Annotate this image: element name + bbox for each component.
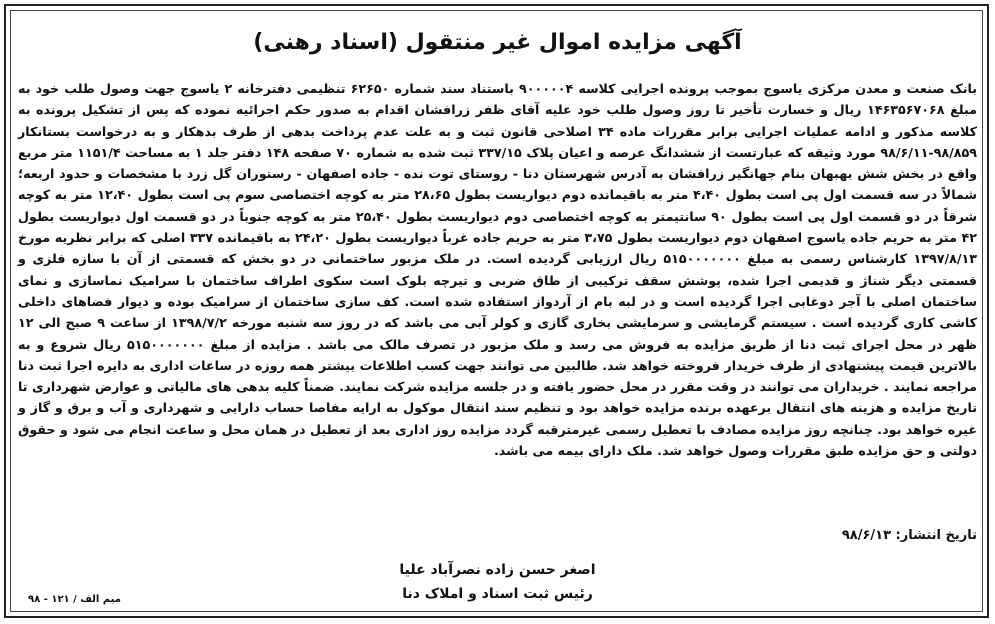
publication-date: تاریخ انتشار: ۹۸/۶/۱۳ (841, 528, 977, 543)
signatory-name: اصغر حسن زاده نصرآباد علیا (399, 562, 596, 578)
reference-code: میم الف / ۱۲۱ - ۹۸ (28, 594, 121, 605)
signatory-title: رئیس ثبت اسناد و املاک دنا (402, 586, 593, 602)
notice-title: آگهی مزایده اموال غیر منتقول (اسناد رهنی) (253, 30, 742, 55)
notice-body: بانک صنعت و معدن مرکزی یاسوج بموجب پرونده اجرایی کلاسه ۹۰۰۰۰۰۴ باستناد سند شماره ۶۲۶۵۰ تنظیمی دفترخانه ۲ یاسوج جهت وصول طلب خود به مبلغ ۱۴۶۳۵۶۷۰۶۸ ریال و خسارت تأخیر تا روز وصول طلب خود علیه آقای ظفر زرافشان اقدام به صدور حکم اجرائیه نموده که پس از تشکیل پرونده به کلاسه مذکور و ادامه عملیات اجرایی برابر مقررات ماده ۳۴ اصلاحی قانون ثبت و به علت عدم پرداخت بدهی از طرف بدهکار و به درخواست بستانکار ۹۸/۸۵۹-۹۸/۶/۱۱ مورد وثیقه که عبارتست از ششدانگ عرصه و اعیان پلاک ۳۳۷/۱۵ ثبت شده به شماره ۷۰ صفحه ۱۴۸ دفتر جلد ۱ به مساحت ۱۱۵۱/۴ متر مربع واقع در بخش شش بهبهان بنام جهانگیر زرافشان به آدرس شهرستان دنا - روستای توت نده - جاده اصفهان - رستوران گل زرد با مشخصات و حدود اربعه؛ شمالاً در سه قسمت اول پی است بطول ۴،۴۰ متر به باقیمانده دوم دیواریست بطول ۲۸،۶۵ متر به کوچه اختصاصی سوم پی است بطول ۱۲،۴۰ متر به کوچه شرقاً در دو قسمت اول پی است بطول ۹۰ سانتیمتر به کوچه اختصاصی دوم دیواریست بطول ۲۵،۴۰ متر به کوچه جنوباً در دو قسمت اول دیواریست بطول ۴۲ متر به حریم جاده یاسوج اصفهان دوم دیواریست بطول ۳،۷۵ متر به حریم جاده غرباً دیواریست بطول ۲۴،۲۰ به باقیمانده ۳۳۷ اصلی که برابر نظریه مورخ ۱۳۹۷/۸/۱۳ کارشناس رسمی به مبلغ ۵۱۵۰۰۰۰۰۰۰ ریال ارزیابی گردیده است. در ملک مزبور ساختمانی در دو بخش که قسمتی از آن با سازه فلزی و قسمتی دیگر شناژ و قدیمی اجرا شده، پوشش سقف ترکیبی از طاق ضربی و تیرچه بلوک است سکوی اطراف ساختمان با سرامیک نماسازی و نمای ساختمان اصلی با آجر دوغابی اجرا گردیده است و در لبه بام از آردواز استفاده شده است. کف سازی ساختمان از سرامیک بوده و دیوار فضاهای داخلی کاشی کاری گردیده است . سیستم گرمایشی و سرمایشی بخاری گازی و کولر آبی می باشد که در روز سه شنبه مورخه ۱۳۹۸/۷/۲ از ساعت ۹ صبح الی ۱۲ ظهر در محل اجرای ثبت دنا از طریق مزایده به فروش می رسد و ملک مزبور در تصرف مالک می باشد . مزایده از مبلغ ۵۱۵۰۰۰۰۰۰۰ ریال شروع و به بالاترین قیمت پیشنهادی از طرف خریدار فروخته خواهد شد. طالبین می توانند جهت کسب اطلاعات بیشتر همه روزه در ساعات اداری به دایره اجرا ثبت دنا مراجعه نمایند . خریداران می توانند در وقت مقرر در محل حضور یافته و در جلسه مزایده شرکت نمایند. ضمناً کلیه بدهی های مالیاتی و عوارض شهرداری تا تاریخ مزایده و هزینه های انتقال برعهده برنده مزایده خواهد بود و تنظیم سند انتقال موکول به ارایه مفاصا حساب دارایی و شهرداری و آب و برق و گاز و غیره خواهد بود. چنانچه روز مزایده مصادف با تعطیل رسمی غیرمترقبه گردد مزایده روز اداری بعد از تعطیل در همان محل و ساعت انجام می شود و حقوق دولتی و حق مزایده طبق مقررات وصول خواهد شد. ملک دارای بیمه می باشد. (18, 81, 977, 459)
